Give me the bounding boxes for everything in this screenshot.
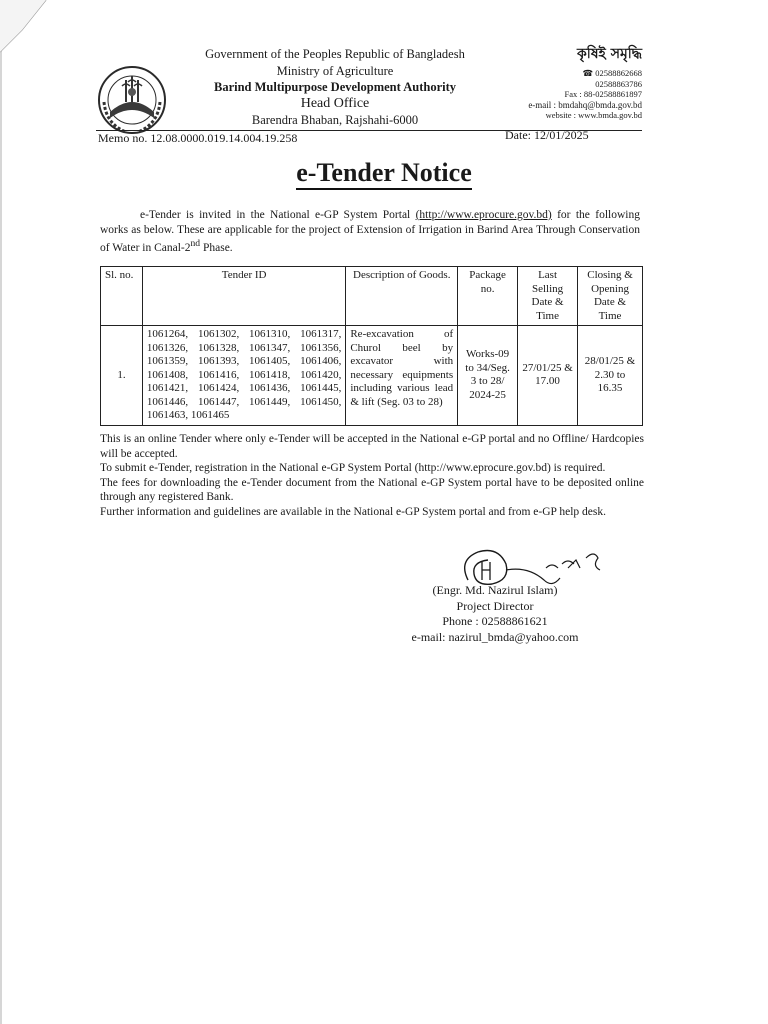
note-1: This is an online Tender where only e-Tender will be accepted in the National e-GP portal and no Offline/ Hardcopies will be accepted. (100, 433, 644, 460)
table-header-row (101, 267, 643, 326)
note-3: The fees for downloading the e-Tender document from the National e-GP System portal have to be deposited online through any registered Bank. (100, 476, 644, 503)
signatory-block (395, 583, 595, 645)
signatory-email: e-mail: nazirul_bmda@yahoo.com (411, 629, 579, 644)
govt-line: Government of the Peoples Republic of Bangladesh (205, 47, 465, 61)
row-tender-ids: 1061264, 1061302, 1061310, 1061317, 1061326, 1061328, 1061347, 1061356, 1061359, 1061393, 1061405, 1061406, 1061408, 1061416, 1061418, 1061420, 1061421, 1061424, 1061436, 1061445, 1061446, 1061447, 1061449, 1061450, 1061463, 1061465 (142, 326, 345, 426)
letterhead-center (185, 46, 485, 129)
eprocure-link[interactable]: (http://www.eprocure.gov.bd) (415, 209, 552, 221)
tender-table (100, 266, 643, 426)
notice-date: Date: 12/01/2025 (505, 128, 589, 142)
col-tender-id: Tender ID (142, 267, 345, 326)
notice-title (0, 158, 768, 188)
letterhead-contact (528, 44, 642, 121)
intro-text-3: Phase. (200, 241, 233, 254)
col-last-selling: Last Selling Date & Time (518, 267, 578, 326)
paper-corner-fold (0, 0, 60, 60)
bmda-logo (96, 62, 168, 138)
col-sl: Sl. no. (101, 267, 143, 326)
intro-text-2: for the following works as below. These are applicable for the project of Extension of Irrigation in Barind Area Through Conservation of Water in Canal-2 (100, 209, 640, 254)
intro-paragraph (100, 208, 640, 255)
col-closing: Closing & Opening Date & Time (578, 267, 643, 326)
row-last-selling: 27/01/25 & 17.00 (518, 326, 578, 426)
office-line: Head Office (300, 95, 370, 111)
motto: কৃষিই সমৃদ্ধি (577, 46, 642, 62)
col-description: Description of Goods. (346, 267, 458, 326)
phone-1: ☎ 02588862668 (582, 68, 642, 78)
signatory-phone: Phone : 02588861621 (442, 614, 548, 628)
col-package: Package no. (458, 267, 518, 326)
row-package: Works-09 to 34/Seg. 3 to 28/ 2024-25 (458, 326, 518, 426)
note-2: To submit e-Tender, registration in the National e-GP System Portal (http://www.eprocure.gov.bd) is required. (100, 462, 606, 474)
signatory-designation: Project Director (456, 598, 534, 613)
notes-section (100, 432, 644, 519)
intro-sup: nd (190, 238, 201, 249)
intro-text-1: e-Tender is invited in the National e-GP System Portal (140, 209, 416, 221)
note-4: Further information and guidelines are available in the National e-GP System portal and from e-GP help desk. (100, 505, 606, 518)
address-line: Barendra Bhaban, Rajshahi-6000 (251, 113, 419, 127)
table-row (101, 326, 643, 426)
authority-name: Barind Multipurpose Development Authority (213, 80, 457, 94)
office-email: e-mail : bmdahq@bmda.gov.bd (528, 99, 642, 110)
fax: Fax : 88-02588861897 (564, 89, 642, 99)
memo-number: Memo no. 12.08.0000.019.14.004.19.258 (98, 131, 298, 145)
ministry-line: Ministry of Agriculture (276, 63, 394, 78)
row-sl: 1. (101, 326, 143, 426)
website: website : www.bmda.gov.bd (545, 110, 642, 120)
row-description: Re-excavation of Churol beel by excavator with necessary equipments including various lead & lift (Seg. 03 to 28) (346, 326, 458, 426)
row-closing: 28/01/25 & 2.30 to 16.35 (578, 326, 643, 426)
notice-title-text: e-Tender Notice (296, 158, 471, 190)
signatory-name: (Engr. Md. Nazirul Islam) (432, 583, 558, 597)
phone-2: 02588863786 (595, 78, 642, 89)
